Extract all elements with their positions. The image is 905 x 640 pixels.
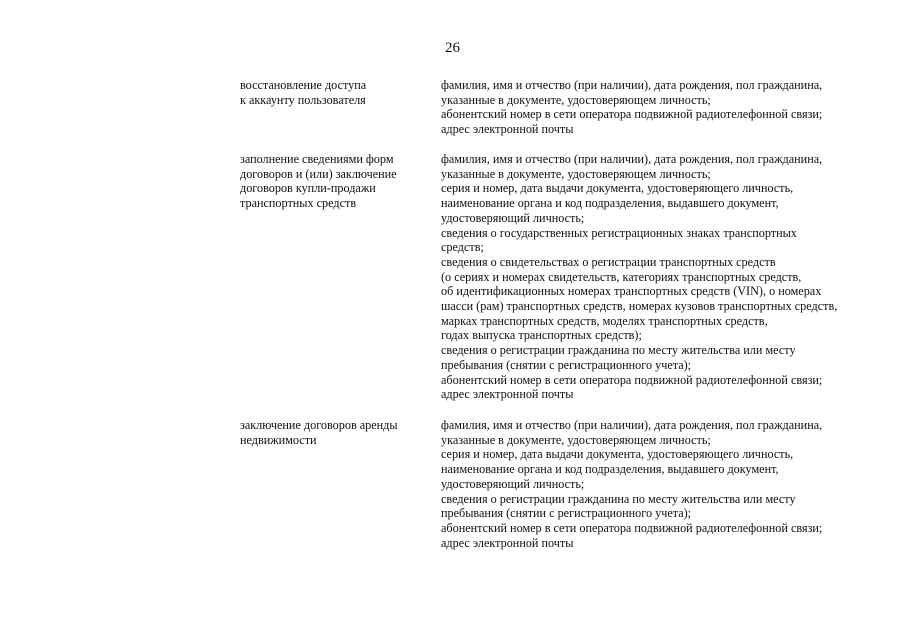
data-cell: [441, 418, 881, 550]
data-line: наименование органа и код подразделения, выдавшего документ,: [441, 196, 779, 211]
data-line: пребывания (снятии с регистрационного учета);: [441, 357, 692, 372]
purpose-line: заключение договоров аренды: [240, 418, 398, 432]
data-line: абонентский номер в сети оператора подвижной радиотелефонной связи;: [441, 372, 823, 387]
data-line: средств;: [441, 240, 484, 255]
purpose-line: недвижимости: [240, 432, 317, 447]
data-line: адрес электронной почты: [441, 387, 574, 402]
page-number: 26: [445, 40, 460, 56]
data-line: удостоверяющий личность;: [441, 476, 585, 491]
data-line: абонентский номер в сети оператора подвижной радиотелефонной связи;: [441, 520, 823, 535]
data-line: наименование органа и код подразделения, выдавшего документ,: [441, 462, 779, 477]
data-line: указанные в документе, удостоверяющем личность;: [441, 432, 711, 447]
data-line: указанные в документе, удостоверяющем личность;: [441, 92, 711, 107]
data-line: годах выпуска транспортных средств);: [441, 328, 642, 343]
data-line: удостоверяющий личность;: [441, 210, 585, 225]
data-line: сведения о свидетельствах о регистрации транспортных средств: [441, 254, 776, 269]
purpose-line: договоров и (или) заключение: [240, 166, 397, 181]
data-line: (о сериях и номерах свидетельств, категориях транспортных средств,: [441, 269, 802, 284]
data-line: серия и номер, дата выдачи документа, удостоверяющего личность,: [441, 181, 794, 196]
data-line: фамилия, имя и отчество (при наличии), дата рождения, пол гражданина,: [441, 418, 823, 432]
data-line: указанные в документе, удостоверяющем личность;: [441, 166, 711, 181]
purpose-line: заполнение сведениями форм: [240, 152, 394, 166]
purpose-cell: [240, 152, 425, 211]
purpose-cell: [240, 78, 425, 107]
purpose-line: транспортных средств: [240, 196, 357, 211]
data-line: серия и номер, дата выдачи документа, удостоверяющего личность,: [441, 447, 794, 462]
data-line: адрес электронной почты: [441, 122, 574, 137]
data-line: адрес электронной почты: [441, 535, 574, 550]
data-line: об идентификационных номерах транспортных средств (VIN), о номерах: [441, 284, 822, 299]
data-line: сведения о регистрации гражданина по месту жительства или месту: [441, 343, 796, 358]
data-cell: [441, 152, 881, 402]
data-line: пребывания (снятии с регистрационного учета);: [441, 506, 692, 521]
data-line: шасси (рам) транспортных средств, номерах кузовов транспортных средств,: [441, 299, 838, 314]
purpose-cell: [240, 418, 425, 447]
data-line: сведения о государственных регистрационных знаках транспортных: [441, 225, 797, 240]
purpose-line: восстановление доступа: [240, 78, 367, 92]
data-line: фамилия, имя и отчество (при наличии), дата рождения, пол гражданина,: [441, 152, 823, 166]
data-line: фамилия, имя и отчество (при наличии), дата рождения, пол гражданина,: [441, 78, 823, 92]
data-line: сведения о регистрации гражданина по месту жительства или месту: [441, 491, 796, 506]
data-line: марках транспортных средств, моделях транспортных средств,: [441, 313, 768, 328]
purpose-line: договоров купли-продажи: [240, 181, 376, 196]
data-cell: [441, 78, 881, 137]
data-line: абонентский номер в сети оператора подвижной радиотелефонной связи;: [441, 107, 823, 122]
purpose-line: к аккаунту пользователя: [240, 92, 366, 107]
